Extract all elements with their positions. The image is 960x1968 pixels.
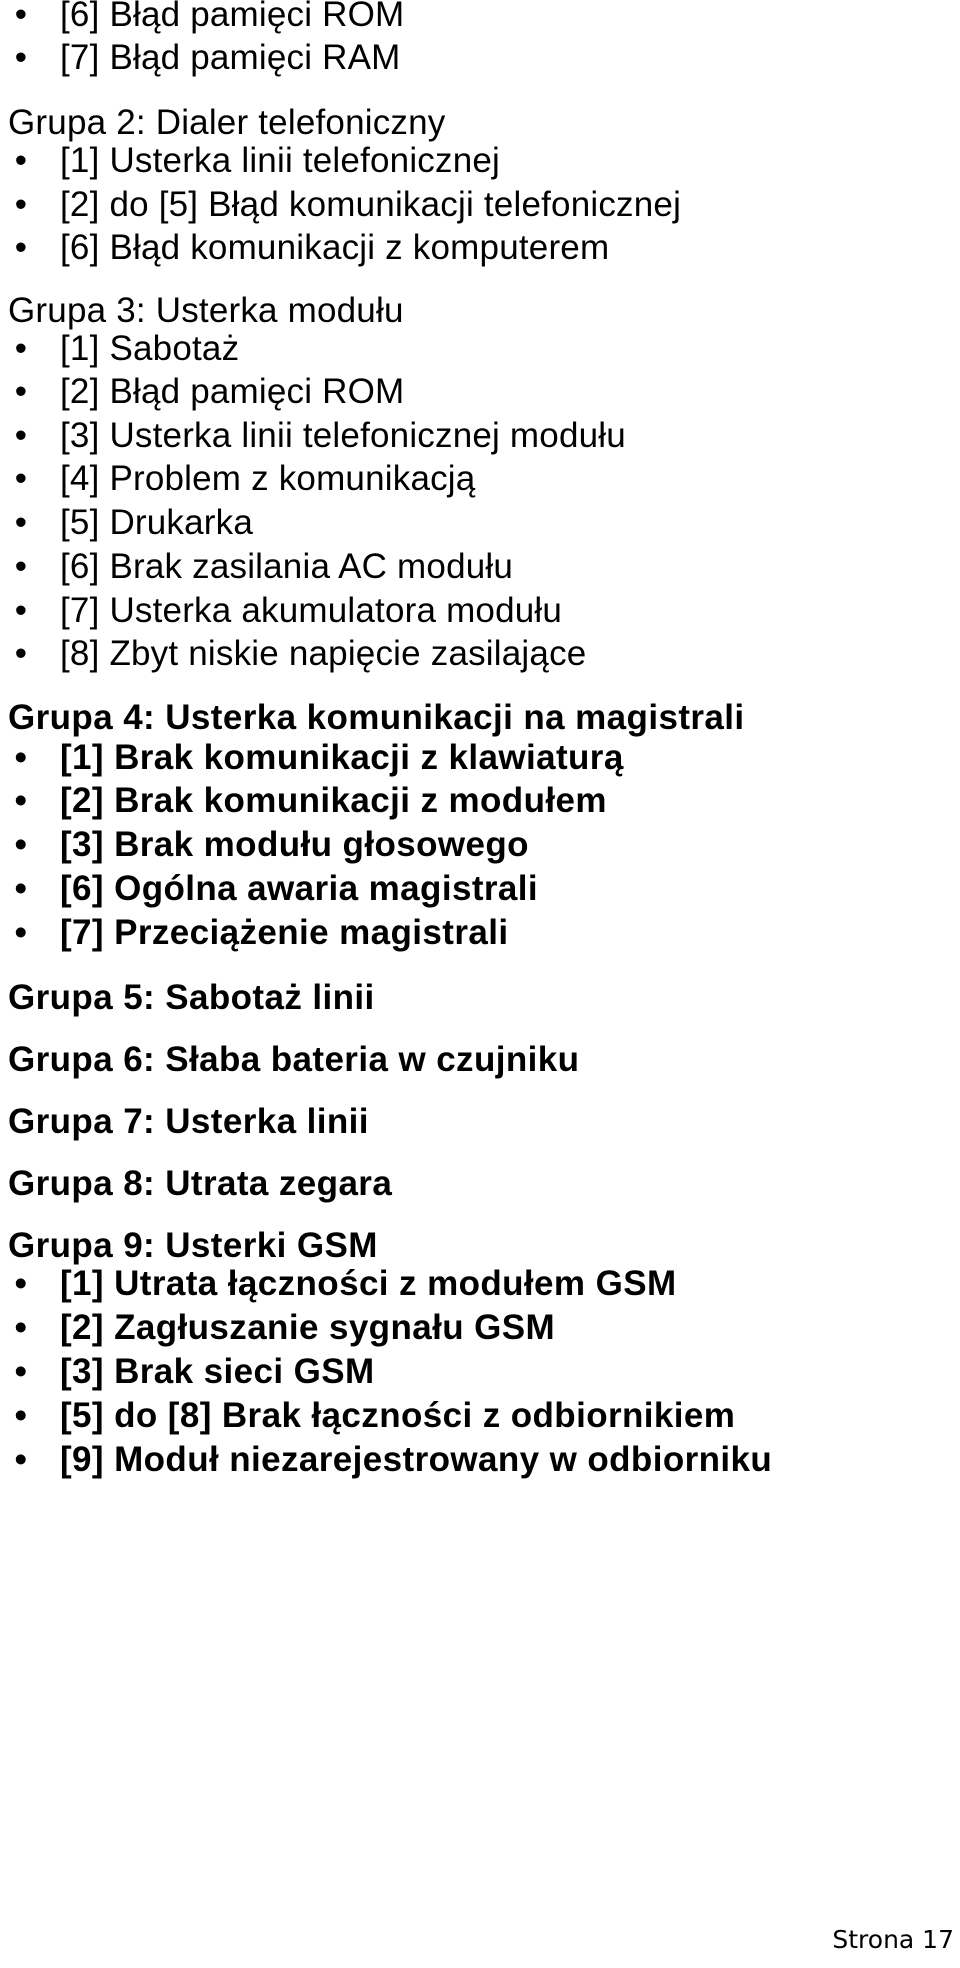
section-heading: Grupa 7: Usterka linii [8, 1102, 369, 1141]
section-heading: Grupa 3: Usterka modułu [8, 291, 404, 330]
list-item-text: [1] Utrata łączności z modułem GSM [60, 1264, 677, 1303]
bullet: • [14, 634, 28, 673]
bullet: • [14, 1264, 28, 1303]
list-item-text: [6] Błąd pamięci ROM [60, 0, 405, 34]
list-item-text: [7] Usterka akumulatora modułu [60, 591, 563, 630]
list-item-text: [5] Drukarka [60, 503, 254, 542]
bullet: • [14, 503, 28, 542]
list-item-text: [1] Brak komunikacji z klawiaturą [60, 738, 624, 777]
bullet: • [14, 372, 28, 411]
list-item-text: [2] do [5] Błąd komunikacji telefonicznej [60, 185, 682, 224]
bullet: • [14, 781, 28, 820]
list-item-text: [8] Zbyt niskie napięcie zasilające [60, 634, 587, 673]
list-item-text: [1] Sabotaż [60, 329, 240, 368]
bullet: • [14, 141, 28, 180]
list-item-text: [7] Przeciążenie magistrali [60, 913, 509, 952]
bullet: • [14, 913, 28, 952]
list-item-text: [6] Błąd komunikacji z komputerem [60, 228, 610, 267]
list-item-text: [2] Błąd pamięci ROM [60, 372, 405, 411]
bullet: • [14, 1440, 28, 1479]
bullet: • [14, 185, 28, 224]
section-heading: Grupa 5: Sabotaż linii [8, 978, 375, 1017]
section-heading: Grupa 6: Słaba bateria w czujniku [8, 1040, 580, 1079]
list-item-text: [1] Usterka linii telefonicznej [60, 141, 501, 180]
list-item-text: [4] Problem z komunikacją [60, 459, 476, 498]
section-heading: Grupa 8: Utrata zegara [8, 1164, 393, 1203]
bullet: • [14, 1352, 28, 1391]
bullet: • [14, 0, 28, 34]
section-heading: Grupa 2: Dialer telefoniczny [8, 103, 446, 142]
bullet: • [14, 1308, 28, 1347]
bullet: • [14, 869, 28, 908]
list-item-text: [6] Ogólna awaria magistrali [60, 869, 539, 908]
bullet: • [14, 825, 28, 864]
bullet: • [14, 228, 28, 267]
list-item-text: [5] do [8] Brak łączności z odbiornikiem [60, 1396, 736, 1435]
list-item-text: [6] Brak zasilania AC modułu [60, 547, 514, 586]
bullet: • [14, 329, 28, 368]
bullet: • [14, 459, 28, 498]
bullet: • [14, 547, 28, 586]
list-item-text: [3] Brak sieci GSM [60, 1352, 375, 1391]
list-item-text: [2] Brak komunikacji z modułem [60, 781, 607, 820]
bullet: • [14, 1396, 28, 1435]
bullet: • [14, 738, 28, 777]
bullet: • [14, 591, 28, 630]
section-heading: Grupa 9: Usterki GSM [8, 1226, 378, 1265]
page-number: Strona 17 [832, 1925, 954, 1954]
list-item-text: [9] Moduł niezarejestrowany w odbiorniku [60, 1440, 773, 1479]
list-item-text: [3] Usterka linii telefonicznej modułu [60, 416, 626, 455]
bullet: • [14, 416, 28, 455]
section-heading: Grupa 4: Usterka komunikacji na magistrali [8, 698, 745, 737]
list-item-text: [7] Błąd pamięci RAM [60, 38, 401, 77]
bullet: • [14, 38, 28, 77]
list-item-text: [3] Brak modułu głosowego [60, 825, 529, 864]
list-item-text: [2] Zagłuszanie sygnału GSM [60, 1308, 556, 1347]
